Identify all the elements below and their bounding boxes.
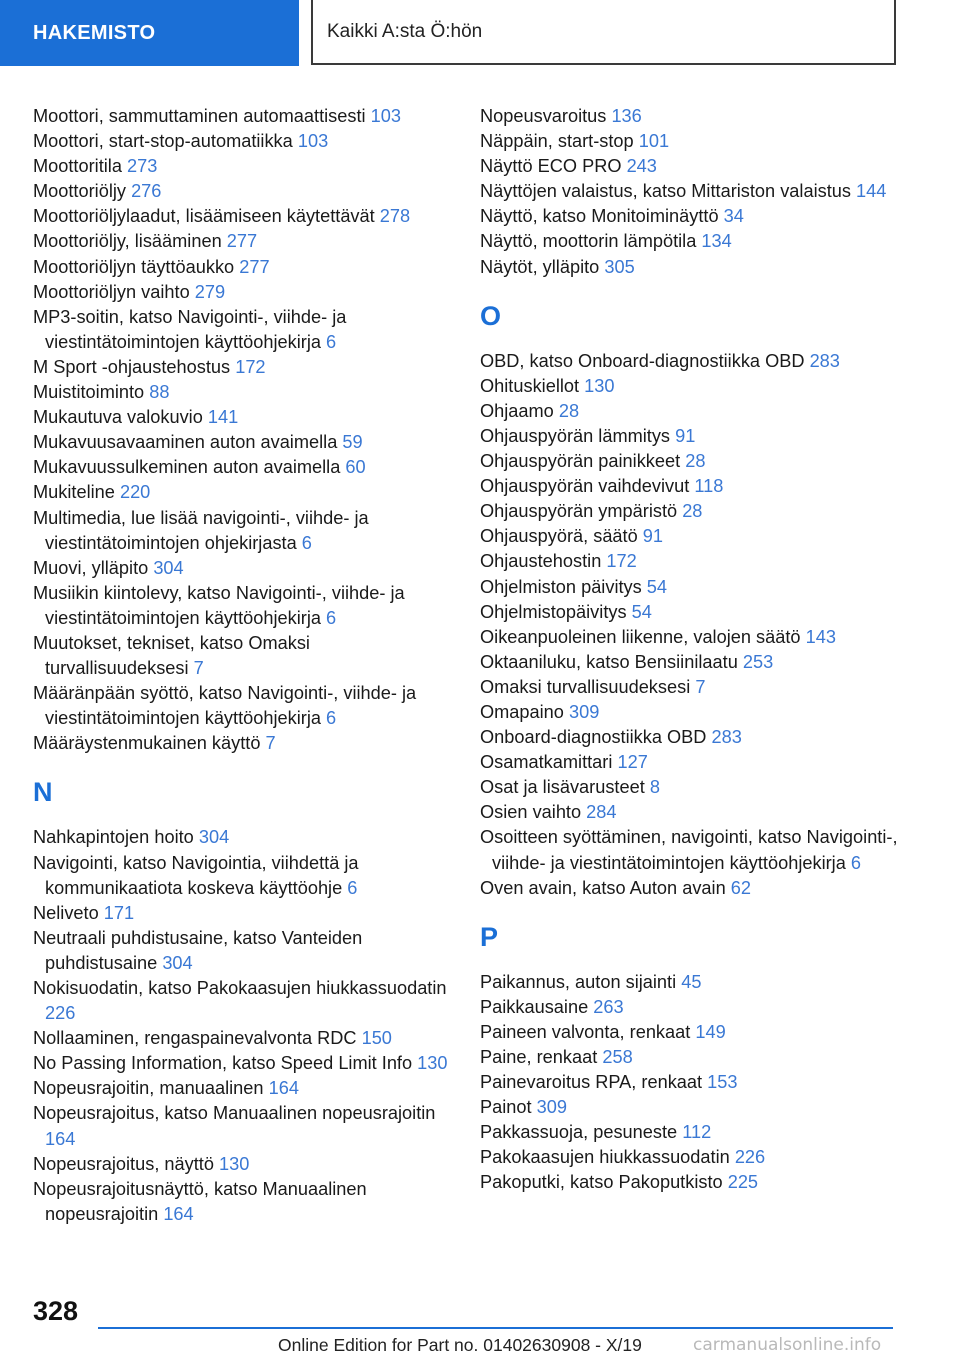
index-entry-text: Osoitteen syöttäminen, navigointi, katso Navigointi-, viihde- ja viestintätoimintojen käyttöohjekirja [480, 827, 898, 873]
index-entry [33, 1051, 453, 1076]
page-link[interactable]: 62 [730, 877, 751, 898]
page-link[interactable]: 149 [695, 1021, 726, 1042]
page-link[interactable]: 101 [638, 131, 670, 152]
index-entry [33, 976, 453, 1026]
index-entry [480, 179, 900, 204]
index-entry-text: Neliveto [33, 902, 99, 923]
index-entry [480, 1120, 900, 1145]
index-entry [480, 800, 900, 825]
page-link[interactable]: 60 [345, 457, 366, 478]
page-link[interactable]: 8 [649, 777, 660, 798]
index-letter-heading: P [480, 921, 499, 952]
index-entry-text: Nopeusrajoitus, näyttö [33, 1153, 214, 1174]
index-entry [33, 1026, 453, 1051]
index-entry-text: Osat ja lisävarusteet [480, 777, 645, 798]
index-entry-text: Pakoputki, katso Pakoputkisto [480, 1172, 723, 1193]
page-link[interactable]: 283 [711, 727, 742, 748]
page-link[interactable]: 309 [568, 701, 600, 722]
page-link[interactable]: 220 [119, 482, 151, 503]
page-link[interactable]: 164 [45, 1128, 76, 1149]
index-entry [33, 229, 453, 254]
index-entry-text: Mukautuva valokuvio [33, 407, 203, 428]
index-entry-text: Määräystenmukainen käyttö [33, 733, 261, 754]
page-link[interactable]: 276 [131, 181, 162, 202]
page-link[interactable]: 7 [193, 658, 204, 679]
index-entry [33, 681, 453, 731]
index-entry-text: Paikkausaine [480, 996, 589, 1017]
index-entry-text: Paikannus, auton sijainti [480, 971, 677, 992]
index-entry-text: Omapaino [480, 701, 564, 722]
page-link[interactable]: 278 [379, 206, 411, 227]
index-entry-text: Multimedia, lue lisää navigointi-, viihde- ja viestintätoimintojen ohjekirjasta [33, 507, 369, 553]
index-entry [480, 700, 900, 725]
index-entry [33, 255, 453, 280]
index-entry-text: Muutokset, tekniset, katso Omaksi turvallisuudeksesi [33, 632, 310, 679]
page-link[interactable]: 141 [207, 407, 239, 428]
index-entry [480, 424, 900, 449]
index-entry [480, 399, 900, 424]
index-entry [480, 229, 900, 254]
index-entry-text: OBD, katso Onboard-diagnostiikka OBD [480, 350, 805, 371]
page-link[interactable]: 304 [153, 557, 184, 578]
index-entry-text: Ohjelmiston päivitys [480, 576, 642, 597]
index-entry-text: Painot [480, 1097, 532, 1118]
index-entry [33, 1101, 453, 1151]
index-entry-text: Ohjauspyörän lämmitys [480, 425, 671, 446]
index-entry-text: Pakokaasujen hiukkassuodatin [480, 1147, 730, 1168]
index-letter-heading: N [33, 777, 53, 808]
index-entry-text: Painevaroitus RPA, renkaat [480, 1072, 703, 1093]
page-link[interactable]: 28 [682, 501, 703, 522]
index-entry-text: Näppäin, start-stop [480, 131, 634, 152]
page-link[interactable]: 284 [586, 802, 617, 823]
index-entry-text: Osamatkamittari [480, 752, 613, 773]
index-entry-text: Näyttöjen valaistus, katso Mittariston valaistus [480, 181, 851, 202]
page-link[interactable]: 130 [584, 375, 615, 396]
index-entry [480, 1145, 900, 1170]
index-entry-text: Neutraali puhdistusaine, katso Vanteiden puhdistusaine [33, 927, 363, 973]
index-entry-text: Musiikin kiintolevy, katso Navigointi-, viihde- ja viestintätoimintojen käyttöohjekirja [33, 582, 405, 628]
index-entry [480, 1045, 900, 1070]
page-link[interactable]: 34 [723, 206, 744, 227]
index-entry-text: No Passing Information, katso Speed Limit Info [33, 1053, 413, 1074]
index-entry-text: Paineen valvonta, renkaat [480, 1021, 691, 1042]
index-entry-text: Mukavuusavaaminen auton avaimella [33, 432, 338, 453]
page-link[interactable]: 153 [707, 1072, 738, 1093]
page-link[interactable]: 28 [558, 400, 580, 421]
index-entry-text: Omaksi turvallisuudeksesi [480, 676, 691, 697]
index-entry [480, 449, 900, 474]
index-entry [480, 650, 900, 675]
page-link[interactable]: 54 [631, 601, 652, 622]
index-entry [480, 129, 900, 154]
index-entry [33, 405, 453, 430]
page-link[interactable]: 258 [602, 1047, 633, 1067]
page-link[interactable]: 226 [734, 1147, 766, 1168]
page-link[interactable]: 144 [856, 181, 887, 202]
index-entry [33, 280, 453, 305]
index-entry-text: Ohjauspyörä, säätö [480, 526, 638, 547]
index-entry-text: Nopeusvaroitus [480, 106, 607, 126]
page-link[interactable]: 273 [127, 156, 158, 177]
index-entry-text: Ohituskiellot [480, 375, 580, 396]
index-entry-text: Moottoriöljyn täyttöaukko [33, 256, 235, 277]
index-entry-text: Mukavuussulkeminen auton avaimella [33, 457, 341, 478]
index-entry [33, 204, 453, 229]
page-link[interactable]: 171 [103, 902, 135, 923]
page-link[interactable]: 304 [198, 827, 230, 848]
watermark: carmanualsonline.info [693, 1335, 882, 1355]
page-link[interactable]: 305 [604, 256, 635, 277]
index-entry [480, 104, 900, 129]
page-link[interactable]: 150 [361, 1028, 392, 1049]
index-entry [33, 430, 453, 455]
page-link[interactable]: 7 [265, 733, 276, 754]
page-link[interactable]: 6 [301, 532, 312, 553]
index-entry [33, 179, 453, 204]
page-link[interactable]: 243 [626, 156, 657, 177]
index-entry [480, 524, 900, 549]
index-entry-text: Ohjaustehostin [480, 551, 602, 572]
index-entry-text: Näyttö ECO PRO [480, 156, 622, 177]
index-entry [480, 775, 900, 800]
page-link[interactable]: 225 [727, 1172, 759, 1193]
index-entry [33, 581, 453, 631]
index-entry [33, 926, 453, 976]
page-link[interactable]: 103 [370, 106, 401, 126]
index-entry-text: Nollaaminen, rengaspainevalvonta RDC [33, 1028, 357, 1049]
index-entry-text: Moottoriöljyn vaihto [33, 281, 190, 302]
index-entry [480, 549, 900, 574]
index-entry [480, 625, 900, 650]
page-link[interactable]: 6 [347, 877, 358, 898]
index-entry [33, 631, 453, 681]
edition-footer: Online Edition for Part no. 01402630908 - X/19 [278, 1335, 642, 1355]
page-link[interactable]: 279 [194, 281, 226, 302]
index-entry [33, 104, 453, 129]
page-link[interactable]: 277 [226, 231, 258, 252]
index-column-right [480, 104, 900, 1196]
page-link[interactable]: 28 [685, 451, 706, 472]
index-entry-text: Oikeanpuoleinen liikenne, valojen säätö [480, 626, 801, 647]
index-entry [33, 129, 453, 154]
index-letter-heading: O [480, 300, 502, 331]
index-column-left [33, 104, 453, 1227]
index-entry-text: Nokisuodatin, katso Pakokaasujen hiukkassuodatin [33, 978, 447, 998]
index-entry-text: Näyttö, moottorin lämpötila [480, 231, 697, 252]
page-number: 328 [33, 1296, 79, 1326]
page-link[interactable]: 136 [611, 106, 642, 126]
index-entry [480, 499, 900, 524]
index-entry-text: MP3-soitin, katso Navigointi-, viihde- ja viestintätoimintojen käyttöohjekirja [33, 306, 347, 352]
index-entry [33, 380, 453, 405]
index-entry-text: Nopeusrajoitin, manuaalinen [33, 1078, 264, 1099]
index-entry [480, 1070, 900, 1095]
index-entry [33, 154, 453, 179]
index-entry [480, 750, 900, 775]
index-entry [480, 675, 900, 700]
index-entry-text: Ohjauspyörän painikkeet [480, 451, 681, 472]
page-link[interactable]: 130 [417, 1053, 448, 1074]
index-entry-text: Nahkapintojen hoito [33, 827, 194, 848]
index-entry-text: Ohjauspyörän ympäristö [480, 501, 678, 522]
section-tab-hakemisto[interactable]: HAKEMISTO [0, 0, 299, 66]
page-header [0, 0, 960, 68]
index-entry [480, 1095, 900, 1120]
index-entry-text: M Sport -ohjaustehostus [33, 356, 231, 377]
index-entry [480, 995, 900, 1020]
page-link[interactable]: 103 [297, 131, 329, 152]
index-entry [480, 474, 900, 499]
index-entry-text: Näytöt, ylläpito [480, 256, 600, 277]
index-entry [480, 575, 900, 600]
page-link[interactable]: 304 [162, 952, 193, 973]
index-entry-text: Nopeusrajoitus, katso Manuaalinen nopeusrajoitin [33, 1103, 436, 1124]
index-entry [480, 1020, 900, 1045]
index-entry [480, 600, 900, 625]
page-link[interactable]: 309 [536, 1097, 567, 1118]
page-link[interactable]: 253 [742, 651, 774, 672]
index-entry [480, 725, 900, 750]
page-link[interactable]: 91 [675, 425, 696, 446]
index-entry [33, 1177, 453, 1227]
index-entry [480, 349, 900, 374]
page-link[interactable]: 283 [809, 350, 840, 371]
page-link[interactable]: 88 [149, 382, 170, 403]
index-entry-text: Näyttö, katso Monitoiminäyttö [480, 206, 719, 227]
index-entry-text: Moottoriöljy [33, 181, 126, 202]
index-entry [33, 1152, 453, 1177]
index-entry-text: Onboard-diagnostiikka OBD [480, 727, 707, 748]
page-link[interactable]: 6 [326, 607, 337, 628]
page-link[interactable]: 134 [701, 231, 732, 252]
index-entry [480, 1170, 900, 1195]
index-entry-text: Oktaaniluku, katso Bensiinilaatu [480, 651, 738, 672]
index-entry [33, 305, 453, 355]
page-link[interactable]: 45 [681, 971, 702, 992]
index-entry-text: Nopeusrajoitusnäyttö, katso Manuaalinen nopeusrajoitin [33, 1178, 367, 1224]
index-entry [33, 825, 453, 850]
page-link[interactable]: 277 [239, 256, 270, 277]
index-entry [480, 255, 900, 280]
page-link[interactable]: 91 [642, 526, 664, 547]
index-entry-text: Ohjelmistopäivitys [480, 601, 627, 622]
index-entry [33, 506, 453, 556]
index-entry [33, 851, 453, 901]
index-entry-text: Ohjaamo [480, 400, 554, 421]
page-link[interactable]: 112 [682, 1122, 712, 1143]
index-entry-text: Moottoritila [33, 156, 122, 177]
page-link[interactable]: 172 [606, 551, 637, 572]
index-entry [33, 901, 453, 926]
index-entry-text: Ohjauspyörän vaihdevivut [480, 476, 690, 497]
page-link[interactable]: 263 [593, 996, 624, 1017]
index-entry [480, 204, 900, 229]
index-entry-text: Pakkassuoja, pesuneste [480, 1122, 678, 1143]
page-link[interactable]: 54 [646, 576, 668, 597]
index-entry [480, 876, 900, 901]
index-entry-text: Muovi, ylläpito [33, 557, 149, 578]
index-entry-text: Muistitoiminto [33, 382, 145, 403]
index-entry-text: Moottori, start-stop-automatiikka [33, 131, 293, 152]
page-link[interactable]: 59 [342, 432, 363, 453]
index-entry [33, 455, 453, 480]
index-entry [480, 374, 900, 399]
index-entry [480, 154, 900, 179]
page-link[interactable]: 172 [235, 356, 266, 377]
page-title: Kaikki A:sta Ö:hön [311, 0, 896, 65]
page-link[interactable]: 130 [219, 1153, 250, 1174]
index-entry-text: Paine, renkaat [480, 1047, 598, 1067]
index-entry [480, 970, 900, 995]
page-link[interactable]: 6 [850, 852, 862, 873]
index-entry [33, 480, 453, 505]
page-link[interactable]: 6 [326, 331, 337, 352]
index-entry [33, 556, 453, 581]
page-link[interactable]: 143 [805, 626, 836, 647]
index-entry [33, 355, 453, 380]
index-entry-text: Navigointi, katso Navigointia, viihdettä ja kommunikaatiota koskeva käyttöohje [33, 852, 359, 898]
index-entry [33, 1076, 453, 1101]
page-link[interactable]: 7 [695, 676, 706, 697]
index-entry-text: Määränpään syöttö, katso Navigointi-, viihde- ja viestintätoimintojen käyttöohjekirja [33, 683, 417, 729]
footer-divider [98, 1327, 893, 1329]
page-link[interactable]: 118 [694, 476, 724, 497]
index-entry [33, 731, 453, 756]
index-entry-text: Mukiteline [33, 482, 115, 503]
page-link[interactable]: 6 [326, 708, 337, 729]
page-link[interactable]: 164 [268, 1078, 299, 1099]
index-entry [480, 825, 900, 875]
page-link[interactable]: 127 [617, 752, 648, 773]
index-entry-text: Moottori, sammuttaminen automaattisesti [33, 106, 366, 126]
index-entry-text: Moottoriöljy, lisääminen [33, 231, 222, 252]
index-entry-text: Moottoriöljylaadut, lisäämiseen käytettävät [33, 206, 375, 227]
page-link[interactable]: 226 [45, 1003, 76, 1024]
index-entry-text: Oven avain, katso Auton avain [480, 877, 726, 898]
index-entry-text: Osien vaihto [480, 802, 582, 823]
page-link[interactable]: 164 [163, 1203, 194, 1224]
